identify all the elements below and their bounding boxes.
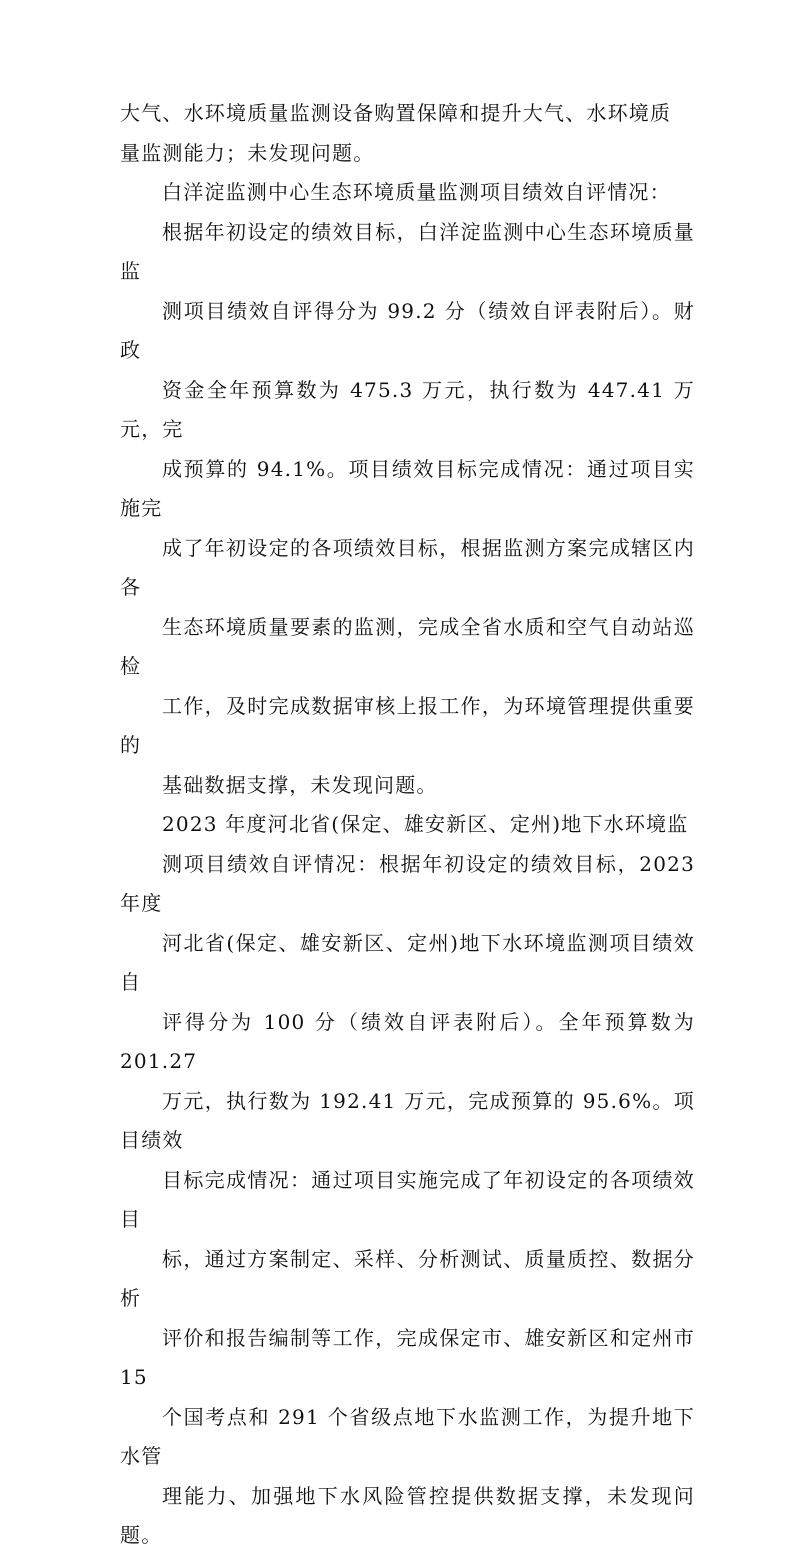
text-line: 2023 年度河北省(保定、雄安新区、定州)地下水环境监 — [162, 812, 689, 836]
text-line: 量监测能力；未发现问题。 — [120, 140, 375, 165]
text-line: 白洋淀监测中心生态环境质量监测项目绩效自评情况： — [162, 180, 671, 204]
text-line: 工作，及时完成数据审核上报工作，为环境管理提供重要的 — [120, 693, 695, 757]
text-line: 生态环境质量要素的监测，完成全省水质和空气自动站巡检 — [120, 614, 695, 678]
text-line: 资金全年预算数为 475.3 万元，执行数为 447.41 万元，完 — [120, 377, 695, 441]
text-line: 河北省(保定、雄安新区、定州)地下水环境监测项目绩效自 — [120, 930, 695, 994]
text-line: 标，通过方案制定、采样、分析测试、质量质控、数据分析 — [120, 1246, 695, 1310]
text-line: 目标完成情况：通过项目实施完成了年初设定的各项绩效目 — [120, 1167, 695, 1231]
text-line: 测项目绩效自评得分为 99.2 分（绩效自评表附后）。财政 — [120, 298, 695, 362]
text-line: 测项目绩效自评情况：根据年初设定的绩效目标，2023 年度 — [120, 851, 695, 915]
text-line: 个国考点和 291 个省级点地下水监测工作，为提升地下水管 — [120, 1404, 695, 1468]
text-line: 成预算的 94.1%。项目绩效目标完成情况：通过项目实施完 — [120, 456, 695, 520]
text-line: 大气、水环境质量监测设备购置保障和提升大气、水环境质 — [120, 101, 672, 125]
text-line: 成了年初设定的各项绩效目标，根据监测方案完成辖区内各 — [120, 535, 695, 599]
paragraph-2 — [120, 173, 695, 805]
text-line: 评得分为 100 分（绩效自评表附后）。全年预算数为 201.27 — [120, 1009, 695, 1073]
text-line: 基础数据支撑，未发现问题。 — [162, 772, 438, 797]
paragraph-3 — [120, 805, 695, 1556]
text-line: 评价和报告编制等工作，完成保定市、雄安新区和定州市 15 — [120, 1325, 695, 1389]
text-line: 理能力、加强地下水风险管控提供数据支撑，未发现问题。 — [120, 1483, 695, 1547]
text-line: 根据年初设定的绩效目标，白洋淀监测中心生态环境质量监 — [120, 219, 695, 283]
document-body — [120, 94, 695, 1556]
paragraph-1 — [120, 94, 695, 173]
text-line: 万元，执行数为 192.41 万元，完成预算的 95.6%。项目绩效 — [120, 1088, 695, 1152]
